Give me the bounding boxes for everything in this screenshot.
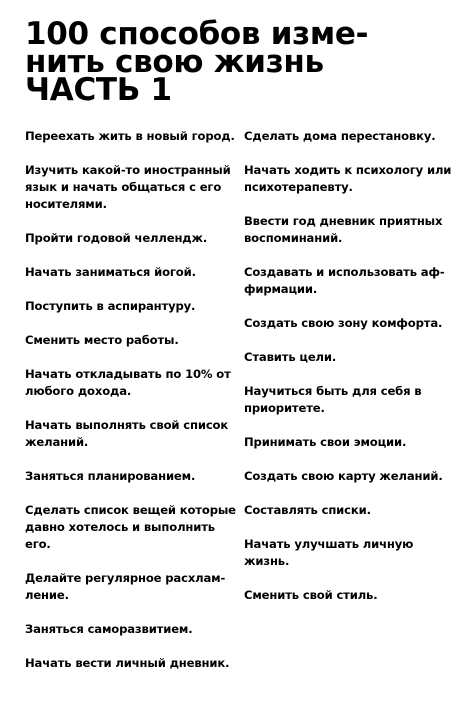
list-item-text: Пройти годовой челлендж. [25,231,208,245]
list-item-text: Делайте регулярное расхлам- [25,571,226,585]
right-column [244,128,456,621]
list-item [244,264,456,298]
list-item-text: Принимать свои эмоции. [244,435,407,449]
list-item [244,315,456,332]
list-item-text: Создать свою карту желаний. [244,469,443,483]
list-item [25,468,237,485]
list-item [25,417,237,451]
list-item [25,655,237,672]
left-column [25,128,237,689]
list-item [25,570,237,604]
list-item [244,502,456,519]
list-item [25,366,237,400]
list-item-text: любого дохода. [25,384,132,398]
list-item [25,162,237,213]
list-item-text: Сделать дома перестановку. [244,129,436,143]
list-item-text: язык и начать общаться с его [25,180,222,194]
list-item-text: Начать улучшать личную [244,537,414,551]
list-item-text: Сделать список вещей которые [25,503,236,517]
title-line: 100 способов изме- [25,16,369,52]
list-item-text: Сменить свой стиль. [244,588,378,602]
list-item [25,298,237,315]
list-item-text: Начать ходить к психологу или [244,163,452,177]
list-item [244,349,456,366]
list-item-text: Составлять списки. [244,503,371,517]
title-line: нить свою жизнь [25,44,324,80]
list-item-text: Заняться саморазвитием. [25,622,193,636]
list-item-text: Ввести год дневник приятных [244,214,443,228]
list-item-text: Ставить цели. [244,350,337,364]
list-item-text: Создать свою зону комфорта. [244,316,443,330]
list-item [25,621,237,638]
list-item-text: желаний. [25,435,89,449]
list-item [25,332,237,349]
list-item [244,128,456,145]
list-item-text: Сменить место работы. [25,333,179,347]
list-item-text: Начать откладывать по 10% от [25,367,231,381]
list-item [25,230,237,247]
list-item-text: Заняться планированием. [25,469,196,483]
list-item [244,162,456,196]
list-item-text: Изучить какой-то иностранный [25,163,231,177]
list-item-text: Создавать и использовать аф- [244,265,445,279]
list-item [25,264,237,281]
title-line: ЧАСТЬ 1 [25,72,172,108]
list-item-text: приоритете. [244,401,325,415]
list-item-text: психотерапевту. [244,180,353,194]
list-item-text: фирмации. [244,282,318,296]
list-item [25,128,237,145]
list-item-text: ление. [25,588,69,602]
list-item [244,383,456,417]
list-item [244,213,456,247]
list-item-text: Начать вести личный дневник. [25,656,230,670]
list-item-text: носителями. [25,197,107,211]
list-item-text: его. [25,537,51,551]
list-item-text: Научиться быть для себя в [244,384,422,398]
list-item [25,502,237,553]
list-item [244,434,456,451]
list-item-text: воспоминаний. [244,231,343,245]
list-item [244,587,456,604]
list-item-text: Начать выполнять свой список [25,418,229,432]
list-item-text: Поступить в аспирантуру. [25,299,196,313]
list-item-text: жизнь. [244,554,290,568]
list-item [244,468,456,485]
list-item-text: Начать заниматься йогой. [25,265,196,279]
list-item-text: Переехать жить в новый город. [25,129,235,143]
list-item-text: давно хотелось и выполнить [25,520,215,534]
page-title [25,16,465,108]
list-item [244,536,456,570]
